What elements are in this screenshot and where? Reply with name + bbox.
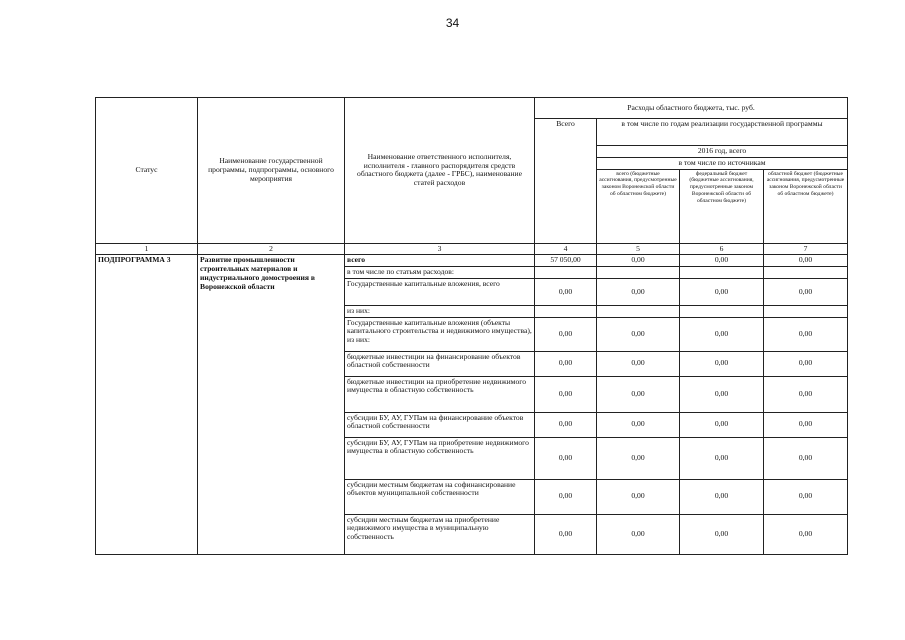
header-src-regional: областной бюджет (бюджетные ассигнования, предусмотренные законом Воронежской области об областном бюджете) xyxy=(764,169,848,243)
column-number: 6 xyxy=(680,243,764,255)
table-row xyxy=(96,255,848,267)
row-regional: 0,00 xyxy=(764,351,848,376)
header-executor: Наименование ответственного исполнителя, исполнителя - главного распорядителя средств областного бюджета (далее - ГРБС), наименование статей расходов xyxy=(345,98,535,244)
row-total: 0,00 xyxy=(535,278,597,305)
row-src-total: 0,00 xyxy=(597,351,680,376)
row-regional: 0,00 xyxy=(764,278,848,305)
column-number: 7 xyxy=(764,243,848,255)
row-label: субсидии БУ, АУ, ГУПам на приобретение недвижимого имущества в областную собственность xyxy=(345,437,535,479)
row-label: бюджетные инвестиции на финансирование объектов областной собственности xyxy=(345,351,535,376)
header-row-1 xyxy=(96,98,848,119)
row-regional: 0,00 xyxy=(764,376,848,412)
header-year-total: 2016 год, всего xyxy=(597,146,848,158)
header-status: Статус xyxy=(96,98,198,244)
row-total: 0,00 xyxy=(535,412,597,437)
row-total xyxy=(535,267,597,279)
page-number: 34 xyxy=(445,16,460,30)
column-numbers-row xyxy=(96,243,848,255)
row-label: бюджетные инвестиции на приобретение недвижимого имущества в областную собственность xyxy=(345,376,535,412)
row-total: 0,00 xyxy=(535,351,597,376)
row-total: 57 050,00 xyxy=(535,255,597,267)
column-number: 1 xyxy=(96,243,198,255)
row-src-total: 0,00 xyxy=(597,479,680,514)
column-number: 5 xyxy=(597,243,680,255)
row-label: Государственные капитальные вложения, всего xyxy=(345,278,535,305)
row-regional xyxy=(764,267,848,279)
header-src-total: всего (бюджетные ассигнования, предусмотренные законом Воронежской области об областном бюджете) xyxy=(597,169,680,243)
row-src-total: 0,00 xyxy=(597,376,680,412)
row-src-total xyxy=(597,305,680,317)
header-by-sources: в том числе по источникам xyxy=(597,158,848,170)
row-regional: 0,00 xyxy=(764,412,848,437)
row-label: Государственные капитальные вложения (объекты капитального строительства и недвижимого имущества), из них: xyxy=(345,317,535,351)
row-federal xyxy=(680,267,764,279)
column-number: 3 xyxy=(345,243,535,255)
row-federal: 0,00 xyxy=(680,255,764,267)
row-src-total: 0,00 xyxy=(597,514,680,554)
row-regional: 0,00 xyxy=(764,479,848,514)
row-label: субсидии местным бюджетам на софинансирование объектов муниципальной собственности xyxy=(345,479,535,514)
row-regional: 0,00 xyxy=(764,317,848,351)
subprogram-status: ПОДПРОГРАММА 3 xyxy=(96,255,198,554)
row-label: субсидии БУ, АУ, ГУПам на финансирование объектов областной собственности xyxy=(345,412,535,437)
header-expenses-title: Расходы областного бюджета, тыс. руб. xyxy=(535,98,848,119)
row-src-total: 0,00 xyxy=(597,255,680,267)
row-federal: 0,00 xyxy=(680,437,764,479)
row-federal: 0,00 xyxy=(680,514,764,554)
row-src-total xyxy=(597,267,680,279)
row-total xyxy=(535,305,597,317)
row-label: из них: xyxy=(345,305,535,317)
column-number: 4 xyxy=(535,243,597,255)
row-regional: 0,00 xyxy=(764,437,848,479)
header-by-years: в том числе по годам реализации государственной программы xyxy=(597,119,848,146)
row-federal: 0,00 xyxy=(680,278,764,305)
row-label: субсидии местным бюджетам на приобретение недвижимого имущества в муниципальную собственность xyxy=(345,514,535,554)
header-total: Всего xyxy=(535,119,597,244)
row-federal: 0,00 xyxy=(680,479,764,514)
subprogram-name: Развитие промышленности строительных материалов и индустриального домостроения в Воронежской области xyxy=(198,255,345,554)
row-src-total: 0,00 xyxy=(597,278,680,305)
row-src-total: 0,00 xyxy=(597,317,680,351)
row-regional: 0,00 xyxy=(764,514,848,554)
row-federal: 0,00 xyxy=(680,412,764,437)
row-federal xyxy=(680,305,764,317)
row-total: 0,00 xyxy=(535,317,597,351)
row-total: 0,00 xyxy=(535,376,597,412)
row-federal: 0,00 xyxy=(680,351,764,376)
row-federal: 0,00 xyxy=(680,317,764,351)
row-src-total: 0,00 xyxy=(597,437,680,479)
header-src-federal: федеральный бюджет (бюджетные ассигнования, предусмотренные законом Воронежской области об областном бюджете) xyxy=(680,169,764,243)
row-regional: 0,00 xyxy=(764,255,848,267)
row-total: 0,00 xyxy=(535,514,597,554)
row-src-total: 0,00 xyxy=(597,412,680,437)
row-total: 0,00 xyxy=(535,437,597,479)
row-label: всего xyxy=(345,255,535,267)
header-program-name: Наименование государственной программы, подпрограммы, основного мероприятия xyxy=(198,98,345,244)
row-label: в том числе по статьям расходов: xyxy=(345,267,535,279)
column-number: 2 xyxy=(198,243,345,255)
row-federal: 0,00 xyxy=(680,376,764,412)
row-regional xyxy=(764,305,848,317)
budget-table xyxy=(95,97,848,555)
row-total: 0,00 xyxy=(535,479,597,514)
